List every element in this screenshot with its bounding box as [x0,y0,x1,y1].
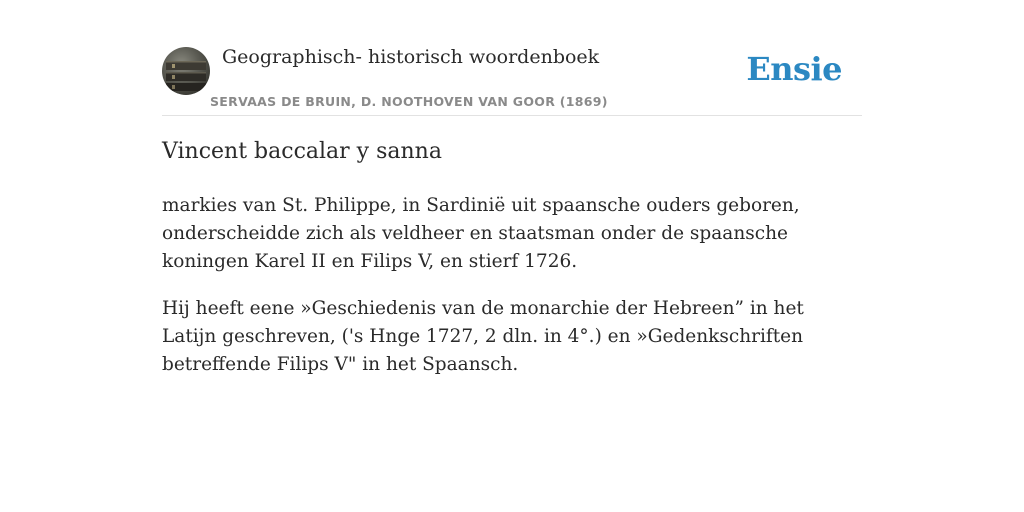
entry-content [162,192,862,398]
ensie-logo[interactable]: Ensie [746,50,842,88]
book-header [162,40,862,116]
book-title[interactable]: Geographisch- historisch woordenboek [222,46,600,68]
book-author: SERVAAS DE BRUIN, D. NOOTHOVEN VAN GOOR (1869) [210,94,608,109]
entry-paragraph: Hij heeft eene »Geschiedenis van de monarchie der Hebreen” in het Latijn geschreven, ('s Hnge 1727, 2 dln. in 4°.) en »Gedenkschriften betreffende Filips V" in het Spaansch. [162,298,804,375]
entry-title: Vincent baccalar y sanna [162,139,442,164]
book-cover-icon[interactable] [162,47,210,95]
entry-paragraph: markies van St. Philippe, in Sardinië uit spaansche ouders geboren, onderscheidde zich als veldheer en staatsman onder de spaansche koningen Karel II en Filips V, en stierf 1726. [162,195,800,272]
